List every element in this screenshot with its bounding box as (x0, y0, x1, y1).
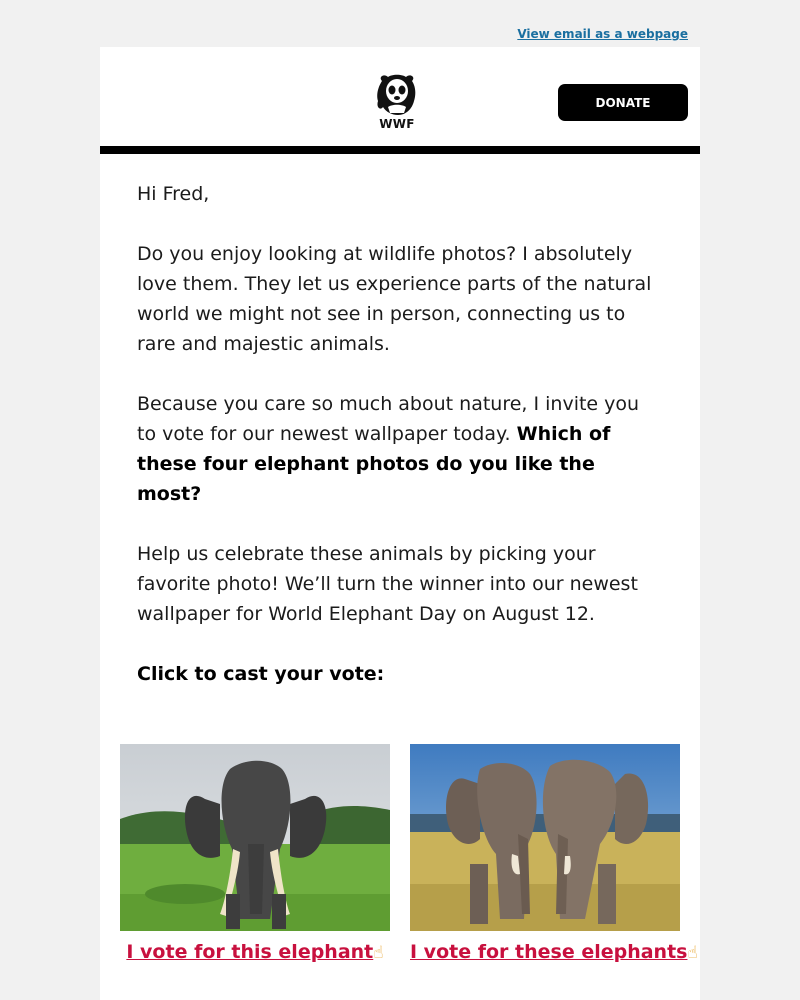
paragraph-2-bold: Which of these four elephant photos do you like the most? (137, 423, 611, 505)
email-header (100, 47, 700, 154)
email-card (100, 47, 700, 1000)
paragraph-2-text: Because you care so much about nature, I invite you to vote for our newest wallpaper today. (137, 393, 640, 445)
vote-link-1[interactable] (120, 941, 390, 963)
paragraph-1: Do you enjoy looking at wildlife photos? I absolutely love them. They let us experience parts of the natural world we might not see in person, connecting us to rare and majestic animals. (137, 243, 652, 355)
photo-option-2 (410, 744, 698, 963)
paragraph-3: Help us celebrate these animals by picking your favorite photo! We’ll turn the winner into our newest wallpaper for World Elephant Day on August 12. (137, 543, 638, 625)
vote-link-2-text: I vote for these elephants (410, 941, 688, 963)
cta-heading (137, 659, 663, 689)
paragraph-2 (137, 389, 663, 509)
vote-link-2[interactable] (410, 941, 698, 963)
view-as-webpage-link[interactable]: View email as a webpage (517, 27, 688, 41)
logo-text: WWF (379, 117, 415, 131)
greeting: Hi Fred, (137, 183, 210, 205)
wwf-logo[interactable] (374, 71, 420, 133)
pointing-hand-icon: ☝ (373, 943, 384, 963)
donate-button[interactable]: DONATE (558, 84, 688, 121)
panda-icon (374, 71, 420, 117)
top-link-bar (0, 0, 800, 47)
email-body (100, 154, 700, 689)
elephant-photo-1[interactable] (120, 744, 390, 931)
pointing-hand-icon: ☝ (687, 943, 698, 963)
photo-option-1 (120, 744, 390, 963)
elephant-photo-2[interactable] (410, 744, 680, 931)
cta-text: Click to cast your vote: (137, 663, 385, 685)
vote-link-1-text: I vote for this elephant (126, 941, 374, 963)
